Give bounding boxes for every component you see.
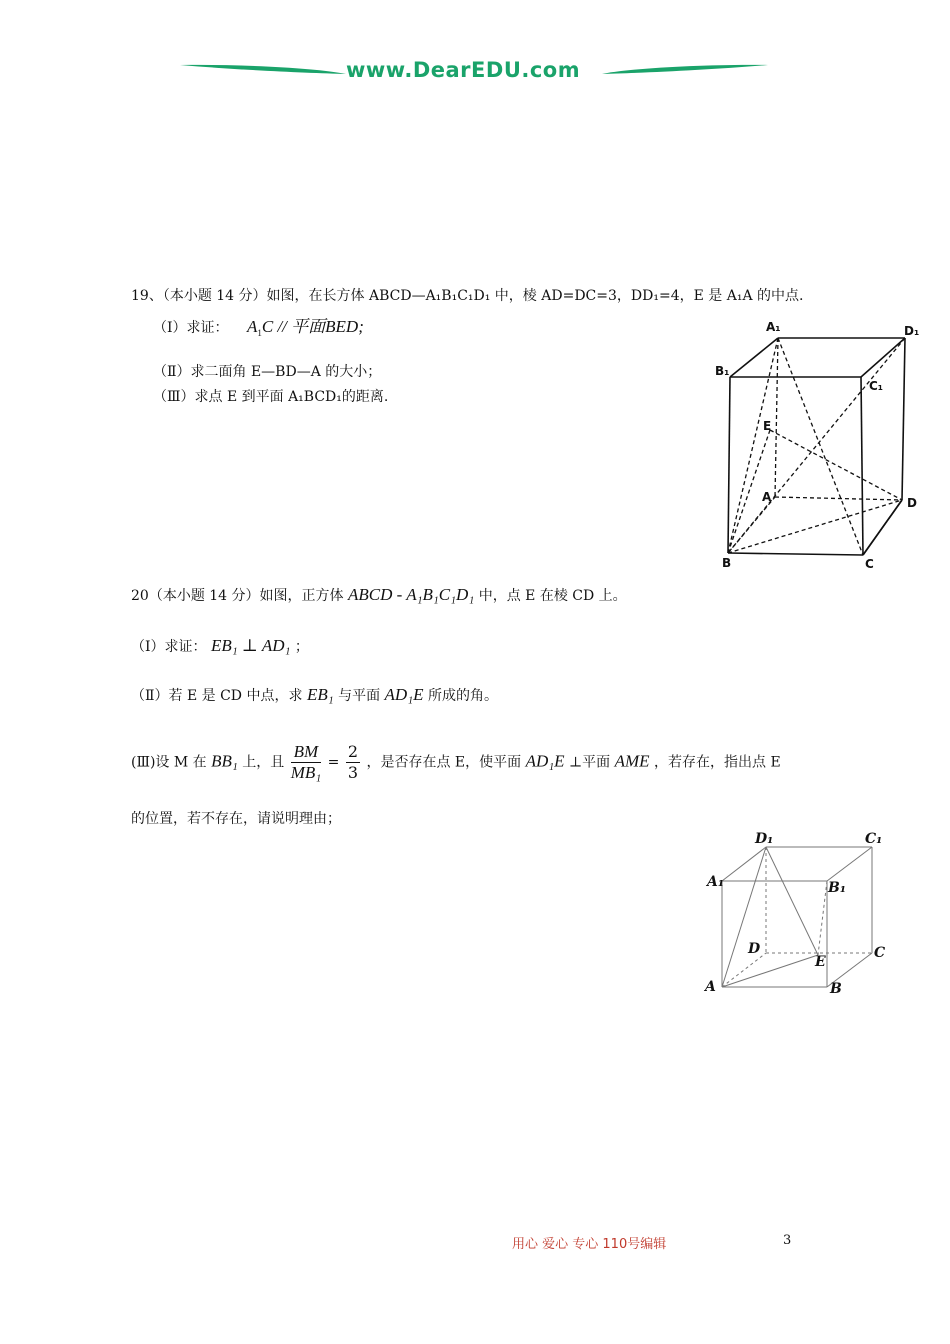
q20-label-c: C [874,945,886,961]
q20-part2-math2: AD₁E [384,685,424,704]
q19-part1-prefix: （Ⅰ）求证： [153,320,229,336]
q20-part3-b: 上，且 [242,754,285,771]
q20-label-a1: A₁ [707,874,724,890]
q20-label-c1: C₁ [865,831,883,847]
footer-text: 用心 爱心 专心 110号编辑 [512,1237,667,1252]
q20-part3-a: (Ⅲ)设 M 在 [131,754,207,771]
q20-part3-value: $\frac{2}{3}$ [347,742,359,782]
q20-part3-math1: BB₁ [211,751,238,771]
q19-part2: （Ⅱ）求二面角 E—BD—A 的大小； [153,364,382,380]
q19-label-a: A [762,490,772,504]
q20-label-d1: D₁ [755,831,774,847]
q19-label-b: B [722,556,732,570]
q19-label-b1: B₁ [715,364,730,378]
page-number: 3 [783,1233,792,1248]
q19-intro: 19、（本小题 14 分）如图，在长方体 ABCD—A₁B₁C₁D₁ 中，棱 AD=DC=3，DD₁=4，E 是 A₁A 的中点. [131,288,804,304]
q20-part3-c: ，是否存在点 E，使平面 [366,754,522,771]
q19-part3: （Ⅲ）求点 E 到平面 A₁BCD₁的距离. [153,389,389,405]
q20-part3 [131,742,781,783]
q20-label-b1: B₁ [828,880,846,896]
q20-part3-eq: = [327,754,340,771]
q20-part1-suffix: ； [294,639,309,655]
q20-part1 [131,636,309,656]
q20-part1-prefix: （Ⅰ）求证： [131,639,207,655]
q19-label-c1: C₁ [869,379,884,393]
q20-part2-c: 所成的角。 [427,688,498,704]
q20-part3-fraction: $\frac{BM}{\text{MB₁}}$ [290,742,322,782]
q20-label-d: D [748,941,761,957]
q19-label-a1: A₁ [766,320,781,334]
q20-part3-d: ，若存在，指出点 E [654,754,781,771]
q20-intro [131,585,627,605]
q20-part1-math: EB₁ ⊥ AD₁ [210,636,291,655]
q19-label-d: D [907,496,917,510]
q20-label-a: A [705,979,716,995]
q20-part3-math3: AME [614,751,650,771]
q20-part3-perp: ⊥平面 [569,754,611,771]
q20-label-b: B [830,981,842,997]
q20-part3-math2: AD₁E [525,751,565,771]
q20-part2-math1: EB₁ [306,685,334,704]
header-logo: www.DearEDU.com [346,58,581,82]
q20-label-e: E [815,954,826,970]
q20-intro-math: ABCD - A₁B₁C₁D₁ [347,585,475,604]
q19-part1-math: $A_1C$ // 平面BED; [246,317,364,338]
q20-intro-b: 中，点 E 在棱 CD 上。 [478,588,627,604]
q20-intro-a: 20（本小题 14 分）如图，正方体 [131,588,344,604]
q19-label-c: C [865,557,874,571]
q19-part1 [153,312,364,338]
q19-label-e: E [763,419,772,433]
q20-figure [700,825,900,1005]
q20-part2-a: （Ⅱ）若 E 是 CD 中点，求 [131,688,303,704]
q20-part2-b: 与平面 [338,688,381,704]
q19-label-d1: D₁ [904,324,920,338]
q20-part2 [131,685,498,705]
q19-figure [700,315,930,575]
q20-part3-line2: 的位置，若不存在，请说明理由； [131,811,341,827]
